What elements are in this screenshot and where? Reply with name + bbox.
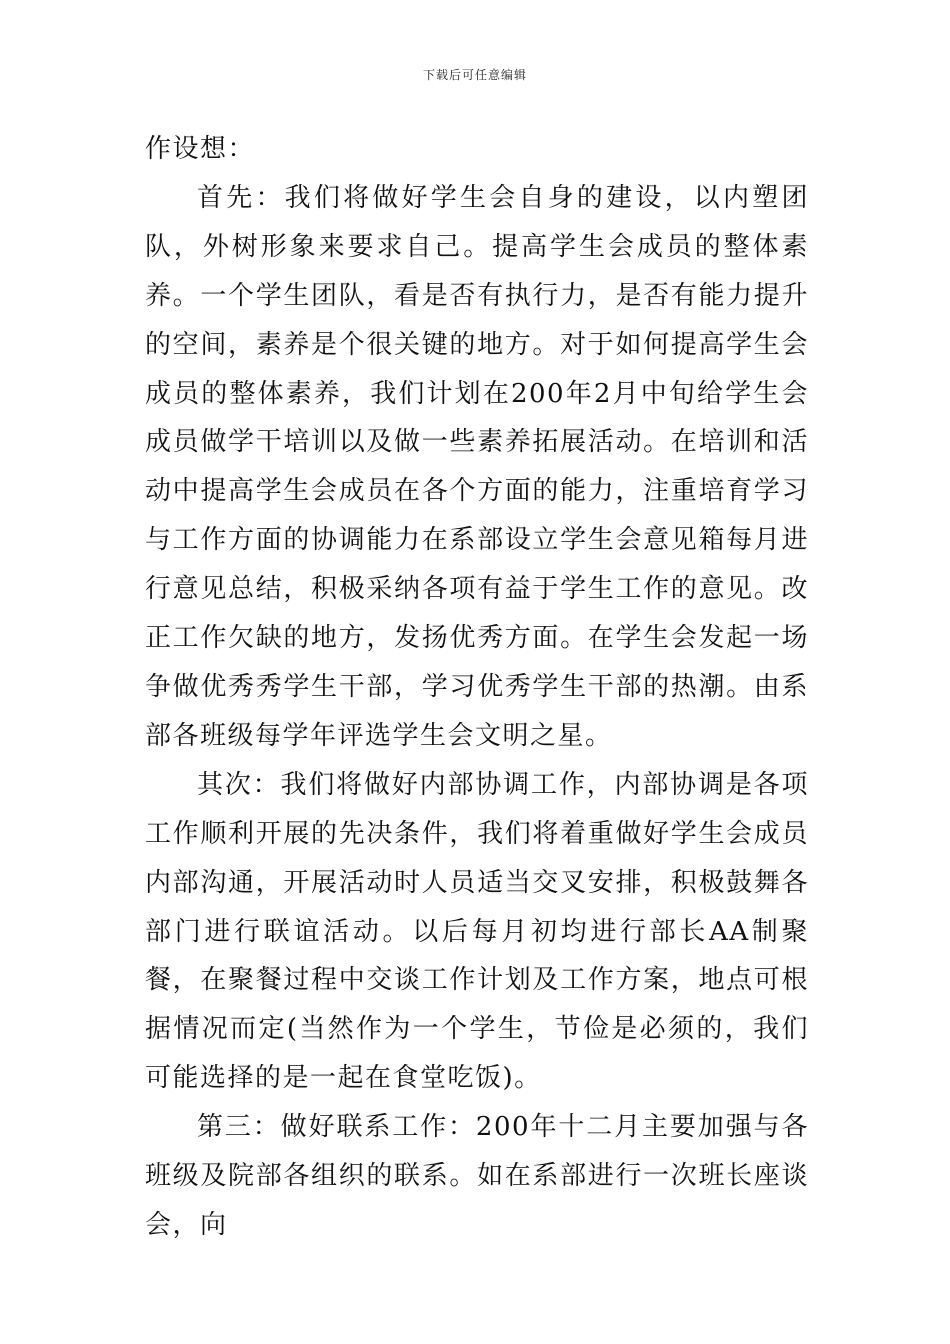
header-note: 下载后可任意编辑 xyxy=(422,68,527,82)
paragraph-first: 首先：我们将做好学生会自身的建设，以内塑团队，外树形象来要求自己。提高学生会成员的整体素养。一个学生团队，看是否有执行力，是否有能力提升的空间，素养是个很关键的地方。对于如何提高学生会成员的整体素养，我们计划在200年2月中旬给学生会成员做学干培训以及做一些素养拓展活动。在培训和活动中提高学生会成员在各个方面的能力，注重培育学习与工作方面的协调能力在系部设立学生会意见箱每月进行意见总结，积极采纳各项有益于学生工作的意见。改正工作欠缺的地方，发扬优秀方面。在学生会发起一场争做优秀秀学生干部，学习优秀学生干部的热潮。由系部各班级每学年评选学生会文明之星。 xyxy=(145,182,809,751)
paragraph-second: 其次：我们将做好内部协调工作，内部协调是各项工作顺利开展的先决条件，我们将着重做好学生会成员内部沟通，开展活动时人员适当交叉安排，积极鼓舞各部门进行联谊活动。以后每月初均进行部长AA制聚餐，在聚餐过程中交谈工作计划及工作方案，地点可根据情况而定(当然作为一个学生，节俭是必须的，我们可能选择的是一起在食堂吃饭)。 xyxy=(145,769,809,1094)
paragraph-continuation: 作设想： xyxy=(145,134,256,164)
document-body xyxy=(145,125,809,1250)
paragraph-third: 第三：做好联系工作：200年十二月主要加强与各班级及院部各组织的联系。如在系部进行一次班长座谈会，向 xyxy=(145,1112,809,1240)
